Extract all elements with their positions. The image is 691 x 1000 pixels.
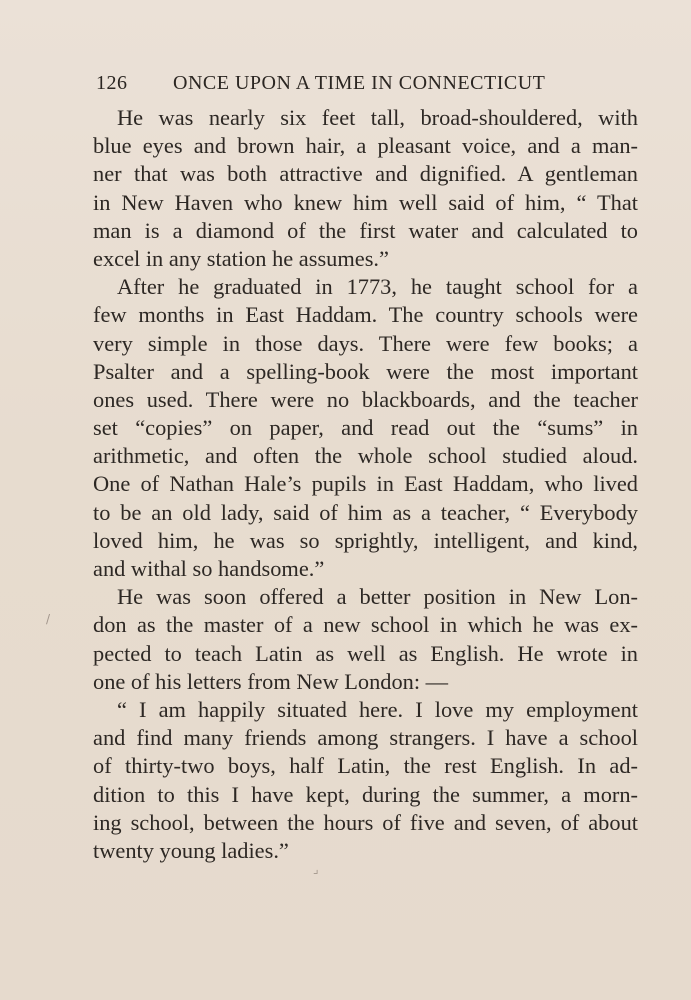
text-line: set “copies” on paper, and read out the “sums” in — [93, 415, 638, 441]
text-line: to be an old lady, said of him as a teacher, “ Everybody — [93, 499, 638, 525]
text-line: After he graduated in 1773, he taught school for a — [117, 274, 638, 300]
text-line: of thirty-two boys, half Latin, the rest English. In ad- — [93, 753, 638, 779]
text-line: don as the master of a new school in which he was ex- — [93, 612, 638, 638]
text-line: one of his letters from New London: — — [93, 668, 449, 694]
text-line: Psalter and a spelling-book were the most important — [93, 358, 638, 384]
text-line: in New Haven who knew him well said of him, “ That — [93, 189, 638, 215]
text-line: and withal so handsome.” — [93, 556, 325, 581]
text-line: ing school, between the hours of five and seven, of about — [93, 809, 638, 835]
text-line: arithmetic, and often the whole school studied aloud. — [93, 443, 638, 469]
text-line: ones used. There were no blackboards, and the teacher — [93, 386, 638, 412]
margin-mark: ⌟ — [313, 862, 319, 876]
text-line: excel in any station he assumes.” — [93, 245, 389, 271]
running-head: ONCE UPON A TIME IN CONNECTICUT — [173, 72, 546, 94]
text-line: twenty young ladies.” — [93, 837, 289, 863]
page-number: 126 — [96, 72, 128, 94]
text-line: “ I am happily situated here. I love my employment — [117, 696, 638, 722]
text-line: very simple in those days. There were few books; a — [93, 330, 638, 356]
page-header — [96, 72, 596, 102]
text-line: blue eyes and brown hair, a pleasant voice, and a man- — [93, 133, 638, 159]
text-line: loved him, he was so sprightly, intelligent, and kind, — [93, 527, 638, 553]
text-line: dition to this I have kept, during the summer, a morn- — [93, 781, 638, 807]
text-line: few months in East Haddam. The country schools were — [93, 302, 638, 328]
page-text — [93, 104, 638, 865]
text-line: pected to teach Latin as well as English. He wrote in — [93, 640, 638, 666]
text-line: He was nearly six feet tall, broad-shouldered, with — [117, 105, 638, 130]
margin-mark: / — [46, 612, 51, 626]
text-line: He was soon offered a better position in New Lon- — [117, 584, 638, 610]
text-line: and find many friends among strangers. I have a school — [93, 725, 638, 751]
text-line: One of Nathan Hale’s pupils in East Haddam, who lived — [93, 471, 638, 497]
text-line: man is a diamond of the first water and calculated to — [93, 217, 638, 243]
text-line: ner that was both attractive and dignified. A gentleman — [93, 161, 638, 187]
